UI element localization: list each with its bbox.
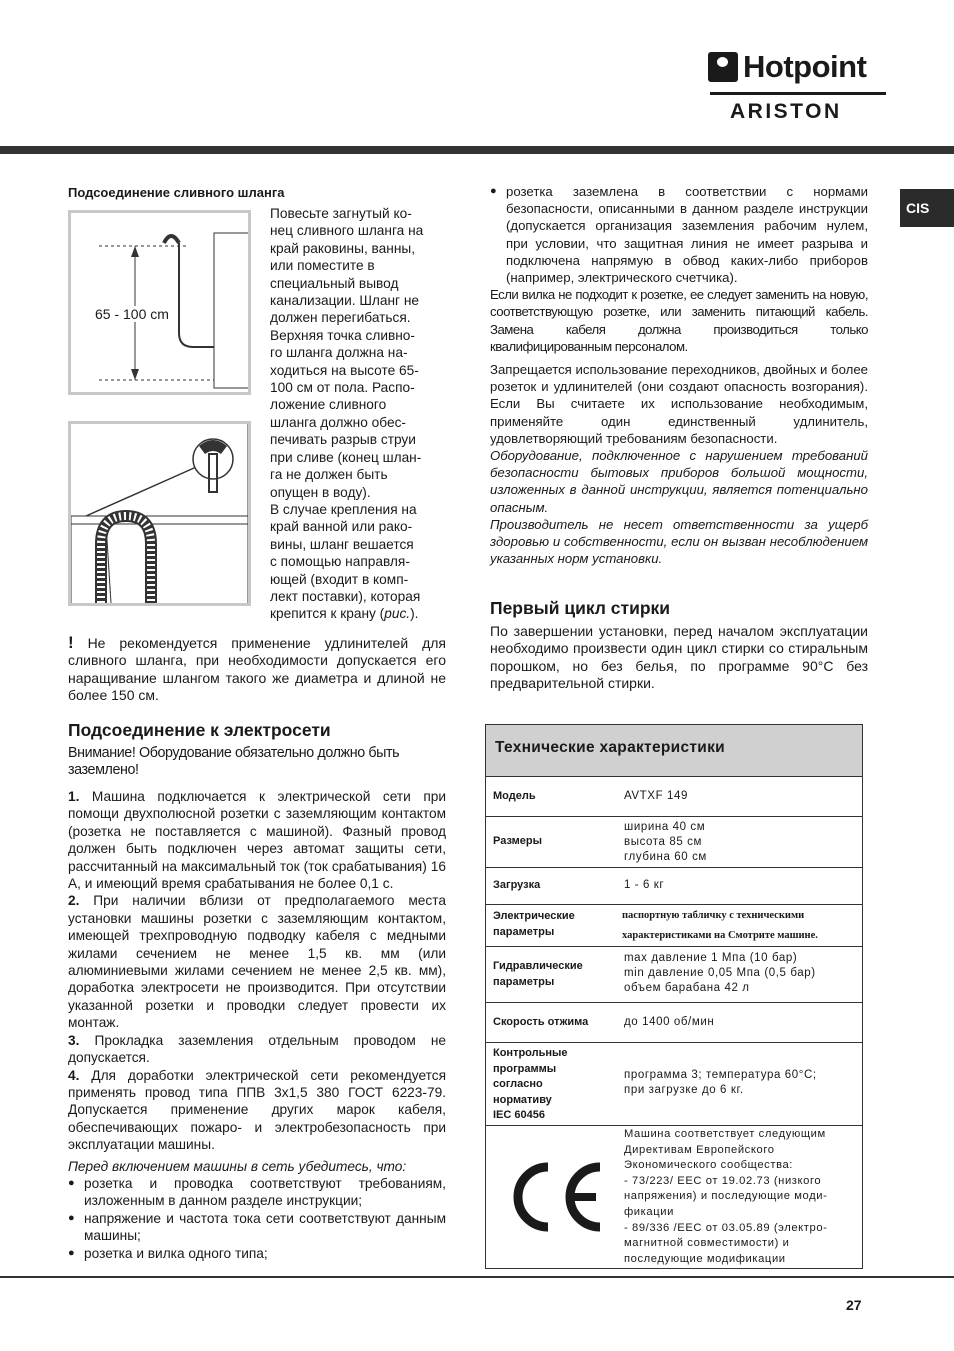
electric-heading: Подсоединение к электросети [68,720,331,740]
brand-divider [710,92,886,95]
drain-line: ющей (входит в комп- [270,571,409,587]
check-bullet: ● розетка и проводка соответствуют требованиям, изложенным в данном разделе инструкции; [68,1175,446,1210]
brand-mark-icon [708,52,738,82]
electric-item-1: 1. Машина подключается к электрической сети при помощи двухполюсной розетки с заземляющим контактом (розетка не поставляется с машиной). Фазный провод должен быть подключен через автомат защиты сети, рассчитанный на максимальный ток (ток срабатывания) 16 А, и имеющий время срабатывания не более 0,1 с. [68,789,446,892]
drain-line: опущен в воду). [270,484,371,500]
spec-row-model: Модель AVTXF 149 [486,777,862,817]
hose-warning: ! Не рекомендуется применение удлинителей для сливного шланга, при необходимости допускается его наращивание шлангом такого же диаметра и длиной не более 150 см. [68,633,446,704]
drain-line: крепится к крану (рис.). [270,606,419,622]
hose-hook-illustration [71,424,248,603]
language-tab: CIS [900,189,954,227]
drain-height-label: 65 - 100 cm [95,306,169,322]
specs-table [485,724,863,1269]
spec-row-spin: Скорость отжима до 1400 об/мин [486,1003,862,1043]
adapter-paragraph: Запрещается использование переходников, двойных и более розеток и удлинителей (они создают опасность возгорания). Если Вы считаете их использование необходимым, применяйте один единственный удлинитель, удовлетворяющий требованиям безопасности. [490,362,868,446]
drain-line: должен перегибаться. [270,310,411,326]
drain-line: 100 см от пола. Распо- [270,380,415,396]
brand-sub: ARISTON [730,100,842,123]
drain-line: с помощью направля- [270,554,410,570]
plug-paragraph: Если вилка не подходит к розетке, ее следует заменить на новую, соответствующую розетке, или заменить питающий кабель. Замена кабеля должна производиться только квалифицированным персоналом. [490,287,868,354]
drain-line: край раковины, ванны, [270,240,416,256]
brand-logo [708,50,888,123]
drain-line: или поместите в [270,258,375,274]
warning-mark: ! [68,633,74,652]
spec-row-hydraulic: Гидравлические параметры max давление 1 Мпа (10 бар) min давление 0,05 Мпа (0,5 бар) объем барабана 42 л [486,947,862,1003]
electric-item-2: 2. При наличии вблизи от предполагаемого места установки машины розетки с заземляющим контактом, имеющей трехпроводную подводку кабеля с медными жилами сечением не менее 1,5 кв. мм (или алюминиевыми жилами сечением не менее 2,5 кв. мм), доработка электросети не производится. При отсутствии указанной розетки и проводки следует провести их монтаж. [68,893,446,1031]
right-top-text [490,183,868,567]
spec-row-size: Размеры ширина 40 см высота 85 см глубина 60 см [486,817,862,868]
electric-attention: Внимание! Оборудование обязательно должно быть заземлено! [68,745,400,779]
drain-line: при сливе (конец шлан- [270,449,422,465]
spec-row-electric: Электрические параметры паспортную табличку с техническими характеристиками на Смотрите машине. [486,905,862,947]
drain-line: го шланга должна на- [270,345,408,361]
drain-line: шланга должно обес- [270,414,406,430]
drain-text [270,205,446,623]
drain-line: канализации. Шланг не [270,293,419,309]
drain-line: ложение сливного [270,397,387,413]
drain-heading: Подсоединение сливного шланга [68,185,285,200]
ground-bullet: ● розетка заземлена в соответствии с нормами безопасности, описанными в данном разделе инструкции (допускается организация заземления рабочим нулем, при условии, что защитная линия не имеет разрыва и подключена напрямую в обвод каких-либо приборов (например, электрического счетчика). [490,183,868,286]
drain-line: лект поставки), которая [270,588,421,604]
page-number: 27 [846,1297,862,1313]
safety-italic-2: Производитель не несет ответственности за ущерб здоровью и собственности, если он вызван несоблюдением указанных норм установки. [490,516,868,567]
safety-italic-1: Оборудование, подключенное с нарушением требований безопасности бытовых приборов большой мощности, изложенных в данной инструкции, является потенциально опасным. [490,448,868,515]
drain-line: Верхняя точка сливно- [270,327,415,343]
drain-line: нец сливного шланга на [270,223,424,239]
first-cycle-text: По завершении установки, перед началом эксплуатации необходимо произвести один цикл стирки со стиральным порошком, но без белья, по программе 90°C без предварительной стирки. [490,623,868,692]
check-bullet: ● напряжение и частота тока сети соответствуют данным машины; [68,1210,446,1245]
specs-title: Технические характеристики [486,725,862,777]
drain-line: специальный вывод [270,275,399,291]
drain-line: В случае крепления на [270,501,417,517]
spec-row-load: Загрузка 1 - 6 кг [486,868,862,905]
ce-mark-icon [508,1159,604,1235]
electric-items [68,788,446,1262]
check-intro: Перед включением машины в сеть убедитесь, что: [68,1158,407,1174]
figure-drain-height [68,210,251,395]
spec-row-control: Контрольные программы согласно нормативу IEC 60456 программа 3; температура 60°С; при загрузке до 6 кг. [486,1043,862,1126]
drain-height-illustration [71,213,248,392]
check-bullet: ● розетка и вилка одного типа; [68,1245,446,1262]
electric-item-3: 3. Прокладка заземления отдельным проводом не допускается. [68,1032,446,1066]
header-rule [0,146,954,154]
drain-line: га не должен быть [270,467,388,483]
brand-name: Hotpoint [743,49,867,84]
drain-line: печивать разрыв струи [270,432,416,448]
drain-line: ходиться на высоте 65- [270,362,419,378]
drain-line: край ванной или рако- [270,519,413,535]
drain-line: Повесьте загнутый ко- [270,206,412,221]
drain-line: вины, шланг вешается [270,536,414,552]
spec-row-ce: Машина соответствует следующим Директивам Европейского Экономического сообщества: - 73/223/ ЕЕС от 19.02.73 (низкого напряжения) и последующие моди- фикации - 89/336 /ЕЕС от 03.05.89 (электро- магнитной совместимости) и последующие модификации [486,1126,862,1268]
electric-item-4: 4. Для доработки электрической сети рекомендуется применять провод типа ППВ 3х1,5 380 ГОСТ 6223-79. Допускается применение других марок кабеля, обеспечивающих пожаро- и электробезопасность при эксплуатации машины. [68,1067,446,1153]
first-cycle-heading: Первый цикл стирки [490,598,671,618]
figure-drain-hose-hook [68,421,251,606]
footer-rule [0,1276,954,1278]
